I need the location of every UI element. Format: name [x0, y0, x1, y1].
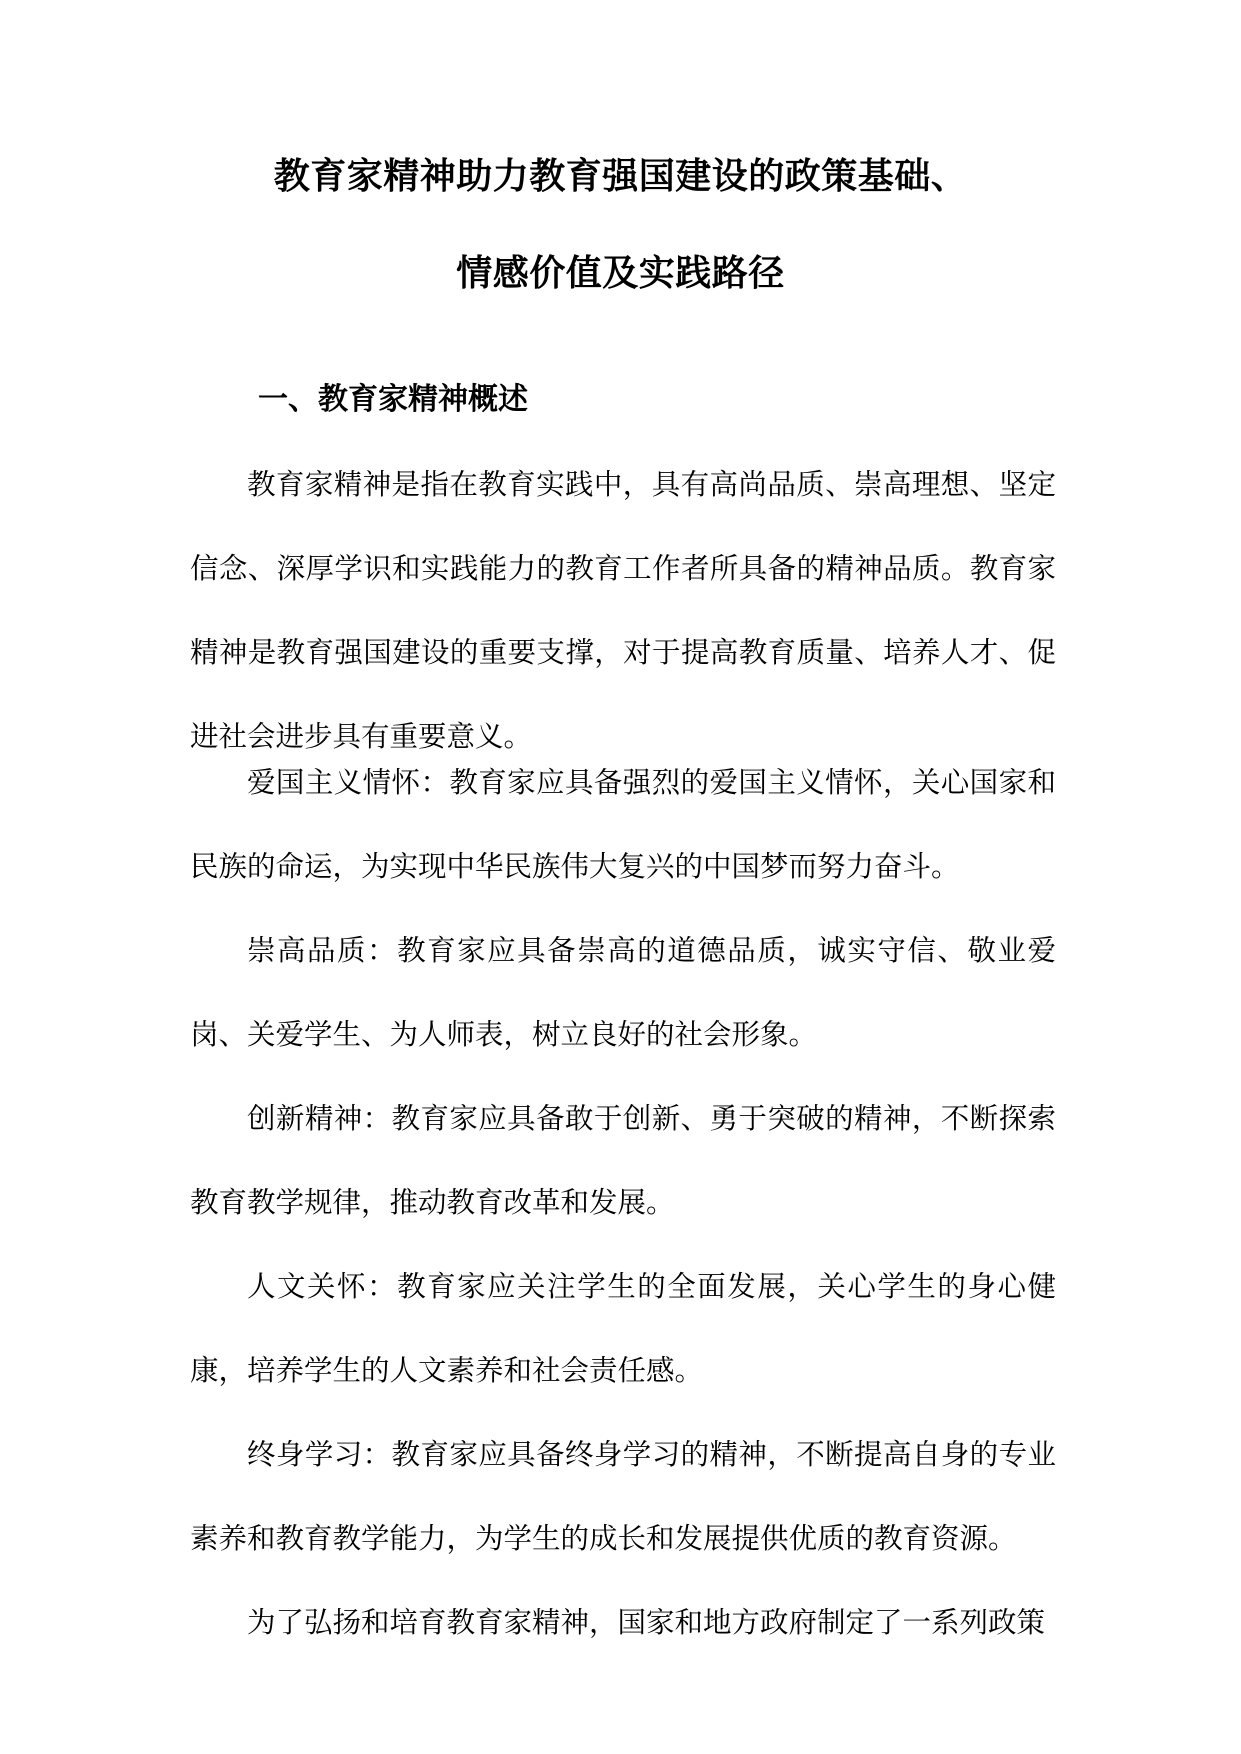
document-title-line-1: 教育家精神助力教育强国建设的政策基础、 [273, 156, 968, 197]
paragraph-policy-intro: 为了弘扬和培育教育家精神，国家和地方政府制定了一系列政策 [247, 1606, 1046, 1639]
paragraph-humanistic-care: 人文关怀：教育家应关注学生的全面发展，关心学生的身心健康，培养学生的人文素养和社会责任感。 [190, 1270, 1056, 1387]
paragraph-lifelong-learning: 终身学习：教育家应具备终身学习的精神，不断提高自身的专业素养和教育教学能力，为学生的成长和发展提供优质的教育资源。 [190, 1438, 1056, 1555]
paragraph-patriotism: 爱国主义情怀：教育家应具备强烈的爱国主义情怀，关心国家和民族的命运，为实现中华民族伟大复兴的中国梦而努力奋斗。 [190, 766, 1056, 883]
paragraph-innovation: 创新精神：教育家应具备敢于创新、勇于突破的精神，不断探索教育教学规律，推动教育改革和发展。 [190, 1102, 1056, 1219]
paragraph-noble-quality: 崇高品质：教育家应具备崇高的道德品质，诚实守信、敬业爱岗、关爱学生、为人师表，树立良好的社会形象。 [190, 934, 1056, 1051]
section-heading: 一、教育家精神概述 [258, 382, 528, 417]
paragraph-overview: 教育家精神是指在教育实践中，具有高尚品质、崇高理想、坚定信念、深厚学识和实践能力的教育工作者所具备的精神品质。教育家精神是教育强国建设的重要支撑，对于提高教育质量、培养人才、促进社会进步具有重要意义。 [190, 468, 1056, 753]
document-title-line-2: 情感价值及实践路径 [456, 253, 785, 294]
